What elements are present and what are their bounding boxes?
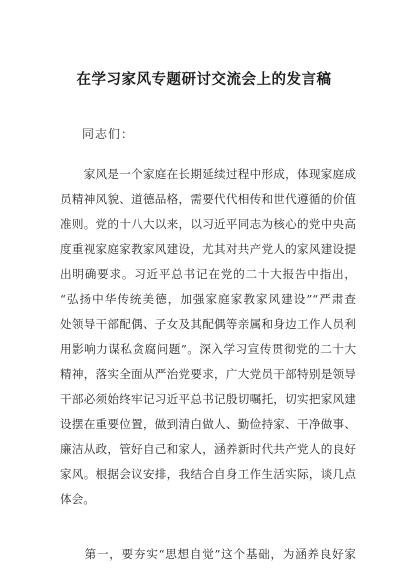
paragraph-2	[60, 542, 356, 567]
salutation: 同志们：	[82, 127, 135, 141]
paragraph-line: 度重视家庭家教家风建设，尤其对共产党人的家风建设提	[60, 242, 356, 256]
paragraph-line: 精神，落实全面从严治党要求，广大党员干部特别是领导	[60, 367, 356, 381]
paragraph-line: 出明确要求。习近平总书记在党的二十大报告中指出，	[60, 267, 356, 281]
paragraph-line: 廉洁从政，管好自己和家人，涵养新时代共产党人的良好	[60, 442, 356, 456]
paragraph-line: 员精神风貌、道德品格，需要代代相传和世代遵循的价值	[60, 192, 356, 206]
paragraph-line: 干部必须始终牢记习近平总书记殷切嘱托，切实把家风建	[60, 392, 356, 406]
paragraph-line: 设摆在重要位置，做到清白做人、勤俭持家、干净做事、	[60, 417, 356, 431]
paragraph-line: 第一，要夯实“思想自觉”这个基础，为涵养良好家	[60, 547, 356, 561]
paragraph-line: 准则。党的十八大以来，以习近平同志为核心的党中央高	[60, 217, 356, 231]
document-title: 在学习家风专题研讨交流会上的发言稿	[76, 71, 332, 88]
paragraph-line: 处领导干部配偶、子女及其配偶等亲属和身边工作人员利	[60, 317, 356, 331]
paragraph-1	[60, 162, 356, 512]
paragraph-line: 体会。	[60, 492, 95, 506]
paragraph-line: “弘扬中华传统美德，加强家庭家教家风建设”“严肃查	[60, 292, 356, 306]
paragraph-line: 用影响力谋私贪腐问题”。深入学习宣传贯彻党的二十大	[60, 342, 356, 356]
paragraph-line: 家风是一个家庭在长期延续过程中形成，体现家庭成	[60, 167, 356, 181]
paragraph-line: 家风。根据会议安排，我结合自身工作生活实际，谈几点	[60, 467, 356, 481]
